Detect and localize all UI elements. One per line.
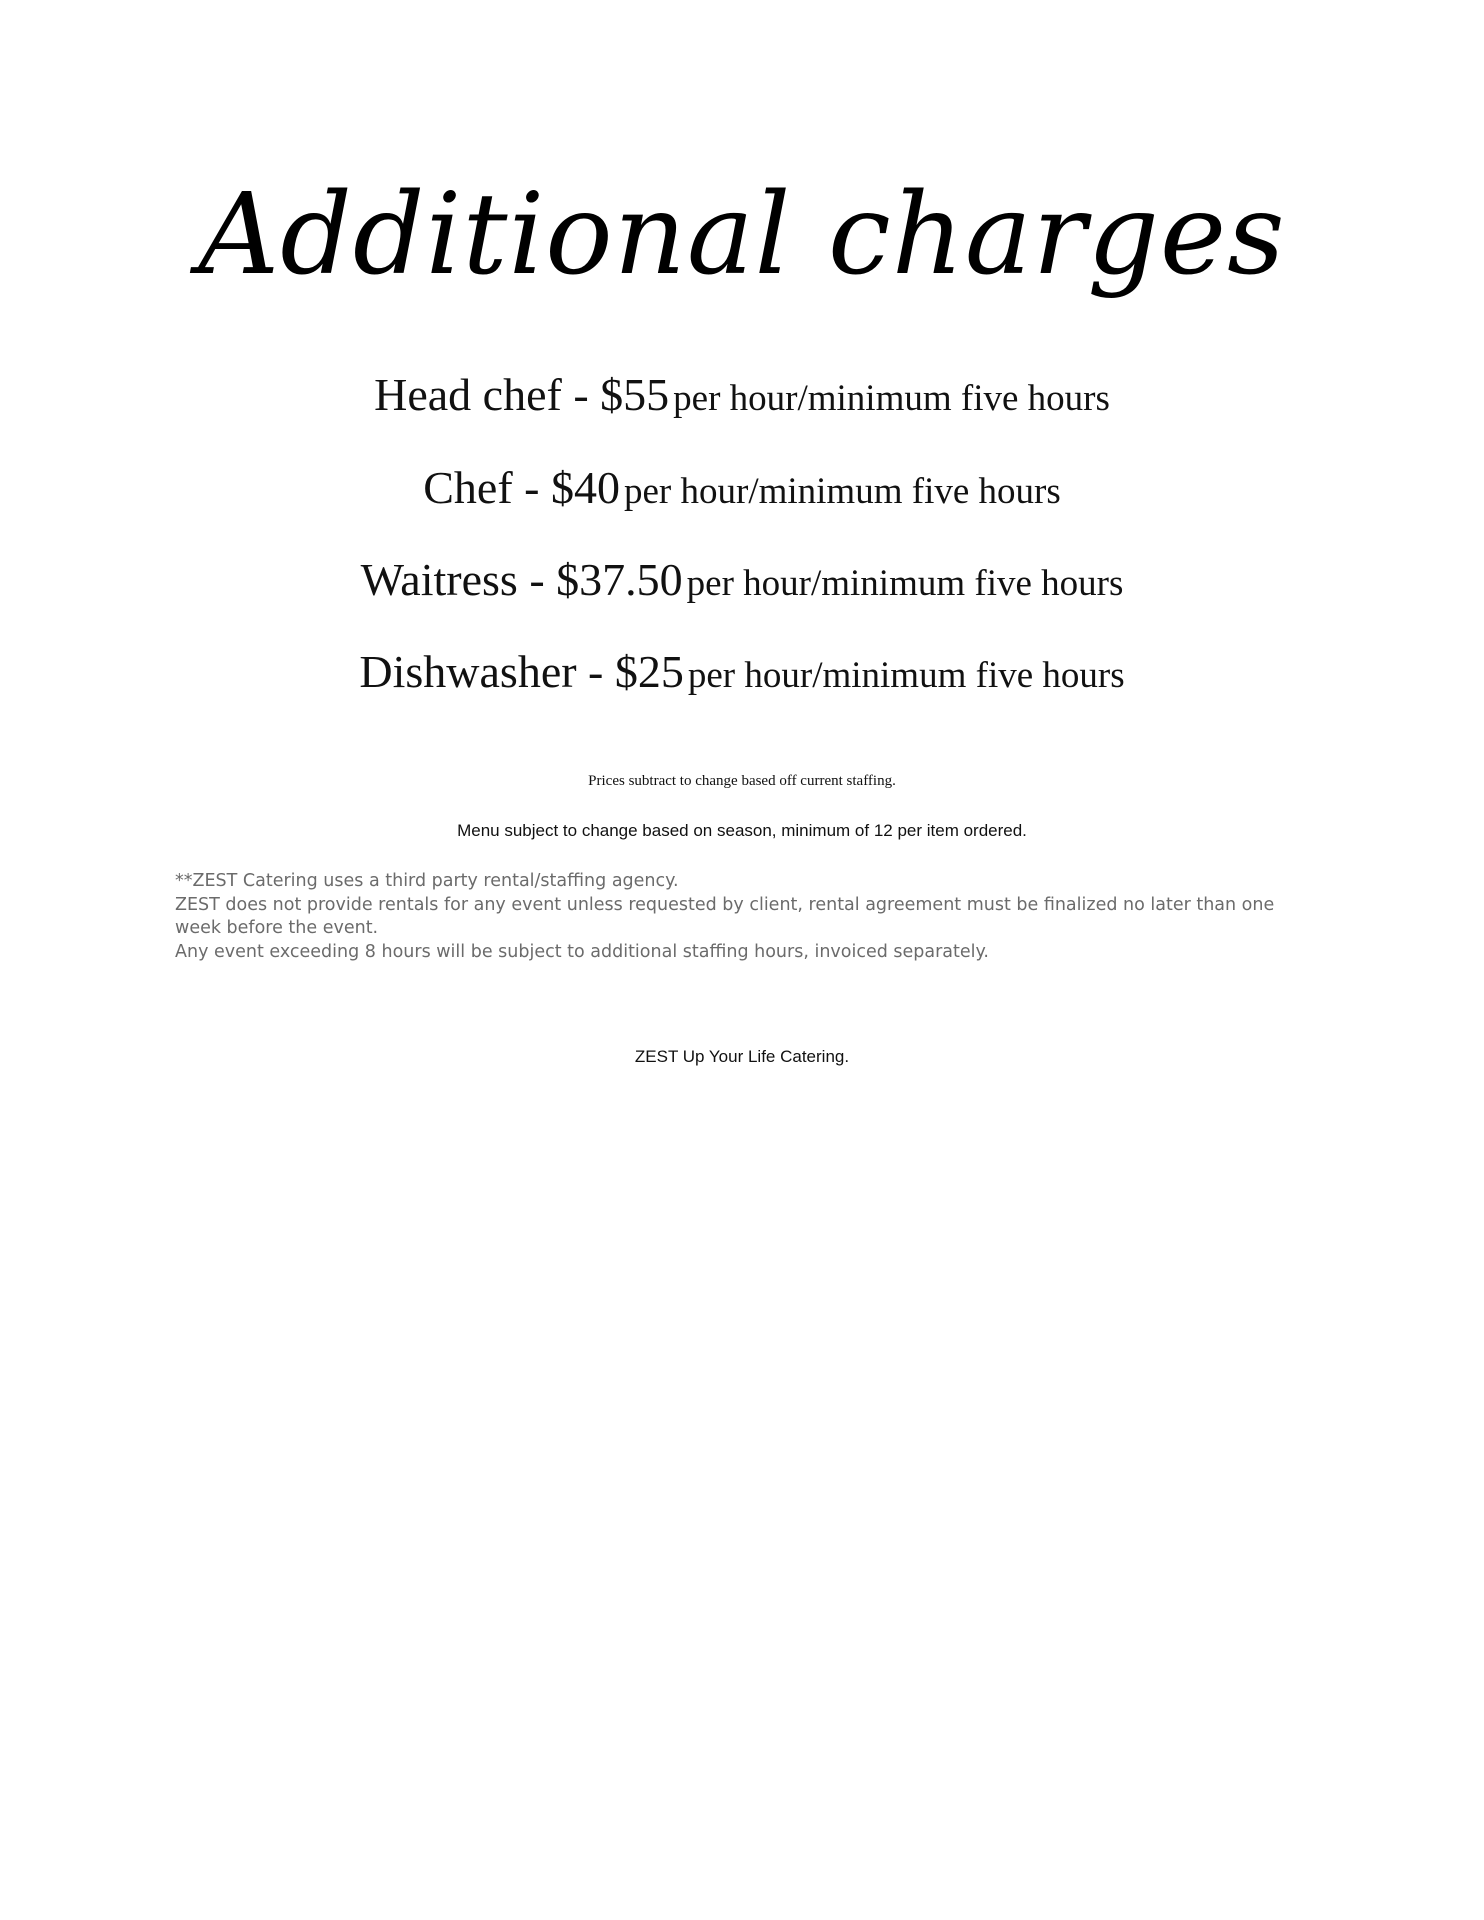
rate-terms: per hour/minimum five hours [686,563,1124,604]
rate-role: Dishwasher - $25 [359,646,684,697]
rate-terms: per hour/minimum five hours [673,378,1110,419]
prices-note: Prices subtract to change based off current staffing. [588,773,896,789]
rate-terms: per hour/minimum five hours [687,655,1125,696]
disclaimer-line: Any event exceeding 8 hours will be subject to additional staffing hours, invoiced separately. [175,941,989,962]
disclaimer-block [175,870,1315,964]
rate-line-chef [0,461,1484,514]
disclaimer-line: **ZEST Catering uses a third party rental/staffing agency. [175,871,679,891]
rate-line-dishwasher [0,645,1484,698]
rate-line-waitress [0,553,1484,606]
page-title: Additional charges [198,170,1286,300]
footer-text: ZEST Up Your Life Catering. [634,1047,850,1066]
rate-role: Head chef - $55 [374,369,670,420]
rate-terms: per hour/minimum five hours [624,471,1061,512]
disclaimer-line: ZEST does not provide rentals for any event unless requested by client, rental agreement must be finalized no later than one week before the event. [175,894,1275,938]
menu-note: Menu subject to change based on season, minimum of 12 per item ordered. [457,821,1027,840]
rate-role: Chef - $40 [423,462,620,513]
rate-role: Waitress - $37.50 [360,554,683,605]
rate-line-head-chef [0,368,1484,421]
